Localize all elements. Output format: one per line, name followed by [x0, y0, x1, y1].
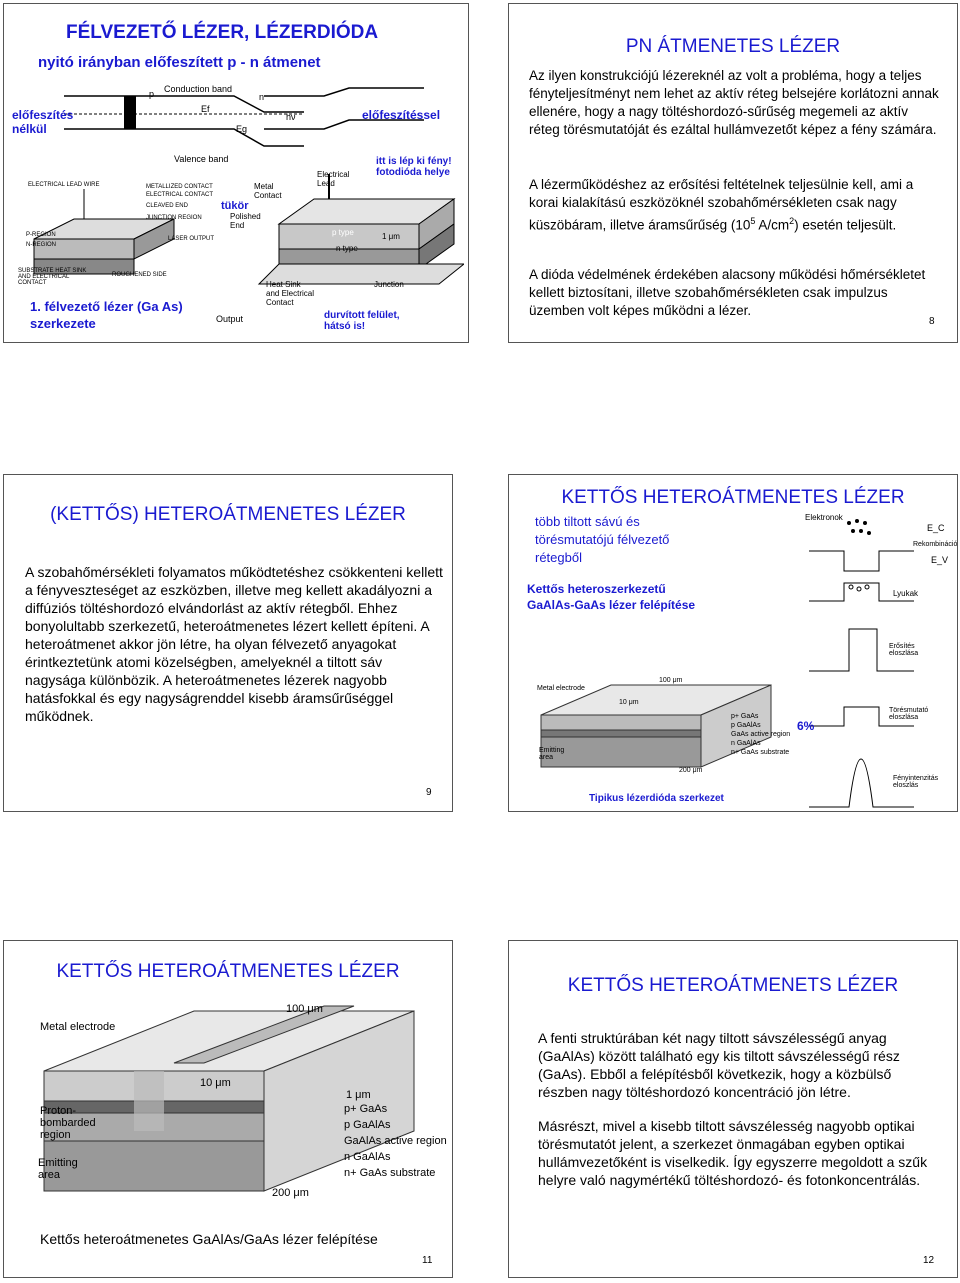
label-ev: E_V	[931, 555, 949, 565]
small-label-10: ROUGHENED SIDE	[112, 272, 167, 278]
layer-11-2: GaAlAs active region	[344, 1135, 447, 1147]
label-1um: 1 μm	[382, 232, 400, 241]
p2-part-a: A lézerműködéshez az erősítési feltételnek teljesülnie kell, ami a korai kialakítású eszközöknél szobahőmérsékleten csak nagy küszöbáram, illetve áramsűrűség (10	[529, 177, 914, 233]
layer-11-4: n+ GaAs substrate	[344, 1167, 436, 1179]
label-metal-electrode-11: Metal electrode	[40, 1021, 116, 1033]
slide-8-paragraph-1: Az ilyen konstrukciójú lézereknél az volt a probléma, hogy a teljes fényteljesítményt nem lehet az aktív réteg belsejére korlátozni annak ellenére, hogy a nagy töltéshordozó-sűrűség megemeli az aktív réteg törésmutatóját és ezáltal hullámvezetőt képez a fény számára.	[529, 68, 939, 137]
page-number-8: 8	[929, 316, 935, 327]
label-ntype: n type	[336, 244, 358, 253]
label-proton-11: Proton-bombarded region	[40, 1105, 96, 1141]
small-label-8: LASER OUTPUT	[168, 236, 215, 242]
label-emitting-11: Emitting area	[38, 1157, 78, 1181]
label-biased: előfeszítéssel	[362, 108, 441, 122]
slide-10	[508, 474, 958, 812]
label-6pct: 6%	[797, 719, 815, 733]
slide-8-title: PN ÁTMENETES LÉZER	[625, 36, 841, 57]
small-label-6: P-REGION	[26, 232, 56, 238]
small-label-2: METALLIZED CONTACT	[146, 184, 213, 190]
label-200um-11: 200 μm	[272, 1187, 309, 1199]
label-100um-10: 100 μm	[659, 677, 683, 684]
layer-10-1: p GaAlAs	[731, 722, 761, 729]
slide-9-paragraph: A szobahőmérsékleti folyamatos működtetéshez csökkenteni kellett a fényveszteséget az eszközben, illetve meg kellett akadályozni a diffúziós töltéshordozó elvándorlást az aktív rétegből. Ehhez bonyolultabb szerkezetű, heteroátmenetes lézert kellett építeni. A heteroátmenet akkor jön létre, ha olyan félvezető anyagokat érintkeztetünk atomi közelségben, amelyeknél a tiltott sáv nagysága különbözik. A heteroátmenetes lézerek nagyobb hatásfokkal és egy nagyságrenddel kisebb áramsűrűséggel működnek.	[25, 564, 443, 724]
layer-11-1: p GaAlAs	[344, 1119, 391, 1131]
label-rekombinacio: Rekombináció	[913, 541, 958, 548]
label-toresmutato: Törésmutató eloszlása	[889, 707, 929, 721]
label-electrical-lead: Electrical Lead	[317, 170, 350, 188]
label-erosites: Erősítés eloszlása	[889, 643, 919, 657]
layer-10-4: n+ GaAs substrate	[731, 749, 790, 756]
layer-10-0: p+ GaAs	[731, 713, 759, 720]
label-heatsink: Heat Sink and Electrical Contact	[266, 280, 315, 307]
label-rough: durvított felület, hátsó is!	[324, 310, 400, 332]
slide-7	[3, 3, 469, 343]
label-p: p	[149, 89, 155, 99]
slide-10-label-layers: több tiltott sávú és törésmutatójú félvezető rétegből	[535, 514, 670, 565]
slide-7-subtitle: nyitó irányban előfeszített p - n átmenet	[38, 54, 321, 71]
label-unbiased: előfeszítés nélkül	[12, 108, 74, 136]
p2-sup-1: 5	[750, 216, 756, 226]
label-elektronok: Elektronok	[805, 513, 843, 522]
label-output: Output	[216, 314, 244, 324]
label-metal-contact: Metal Contact	[254, 182, 282, 200]
label-hv: hν	[286, 112, 296, 122]
small-label-4: CLEAVED END	[146, 203, 188, 209]
slide-12-paragraph-1: A fenti struktúrában két nagy tiltott sávszélességű anyag (GaAlAs) között található egy kis tiltott sávszélességű rész (GaAs). Ebből a felépítésből következik, hogy a közbülső részben nagy töltéshordozó koncentráció jön létre.	[538, 1030, 900, 1100]
label-eg: Eg	[236, 124, 248, 134]
label-emitting-10: Emitting area	[539, 747, 565, 761]
small-label-7: N-REGION	[26, 242, 56, 248]
layer-10-2: GaAs active region	[731, 731, 791, 738]
slide-7-title: FÉLVEZETŐ LÉZER, LÉZERDIÓDA	[66, 22, 379, 43]
slide-8	[508, 3, 958, 343]
label-ec: E_C	[927, 523, 945, 533]
p2-part-b: A/cm	[755, 217, 790, 233]
slide-12	[508, 940, 958, 1278]
label-fenyintenzitas: Fényintenzitás eloszlás	[893, 775, 939, 789]
label-mirror: tükör	[221, 200, 249, 212]
label-conduction-band: Conduction band	[164, 84, 233, 94]
small-label-3: ELECTRICAL CONTACT	[146, 192, 214, 198]
page-number-9: 9	[426, 787, 432, 798]
page-number-12: 12	[923, 1255, 935, 1266]
label-junction: Junction	[374, 280, 404, 289]
slide-10-label-structure: Kettős heteroszerkezetű GaAlAs-GaAs lézer felépítése	[527, 582, 696, 612]
slide-9	[3, 474, 453, 812]
slide-10-title: KETTŐS HETEROÁTMENETES LÉZER	[561, 487, 905, 508]
slide-11-caption: Kettős heteroátmenetes GaAlAs/GaAs lézer felépítése	[40, 1231, 378, 1247]
slide-9-title: (KETTŐS) HETEROÁTMENETES LÉZER	[50, 504, 406, 525]
p2-sup-2: 2	[789, 216, 795, 226]
slide-12-paragraph-2: Másrészt, mivel a kisebb tiltott sávszélesség nagyobb optikai törésmutatót jelent, a szerkezet önmagában egyben optikai hullámvezetőként is viselkedik. Így egyszerre megoldott a szűk helyre való nagymértékű töltéshordozó- és fotonkoncentrálás.	[538, 1118, 928, 1188]
slide-8-paragraph-3: A dióda védelmének érdekében alacsony működési hőmérsékletet kellett biztosítani, illetve szobahőmérsékleten csak impulzus üzemben volt képes működni a lézer.	[529, 267, 926, 318]
layer-11-0: p+ GaAs	[344, 1103, 388, 1115]
slide-12-title: KETTŐS HETEROÁTMENETS LÉZER	[567, 975, 899, 996]
label-polished: Polished End	[230, 212, 261, 230]
small-label-5: JUNCTION REGION	[146, 215, 202, 221]
label-ptype: p type	[332, 228, 354, 237]
label-valence-band: Valence band	[174, 154, 229, 164]
p2-part-c: ) esetén teljesült.	[794, 217, 897, 233]
slide-11-title: KETTŐS HETEROÁTMENETES LÉZER	[56, 961, 400, 982]
label-photodiode: itt is lép ki fény! fotodióda helye	[376, 156, 452, 178]
label-1um-11: 1 μm	[346, 1089, 371, 1101]
label-lyukak: Lyukak	[893, 589, 919, 598]
label-n: n	[259, 92, 265, 102]
slide-11	[3, 940, 453, 1278]
label-200um-10: 200 μm	[679, 767, 703, 774]
label-10um-10: 10 μm	[619, 699, 639, 706]
page-number-11: 11	[422, 1255, 433, 1266]
layer-11-3: n GaAlAs	[344, 1151, 391, 1163]
slide-10-caption: Tipikus lézerdióda szerkezet	[589, 793, 724, 804]
small-label-1: ELECTRICAL LEAD WIRE	[28, 182, 100, 188]
label-metal-electrode-10: Metal electrode	[537, 685, 585, 692]
slide-7-caption: 1. félvezető lézer (Ga As) szerkezete	[30, 299, 183, 331]
layer-10-3: n GaAlAs	[731, 740, 761, 747]
label-ef: Ef	[201, 104, 210, 114]
label-10um-11: 10 μm	[200, 1077, 231, 1089]
label-100um-11: 100 μm	[286, 1003, 323, 1015]
slide-8-paragraph-2	[529, 176, 939, 235]
small-label-9: SUBSTRATE HEAT SINK AND ELECTRICAL CONTACT	[18, 268, 87, 286]
